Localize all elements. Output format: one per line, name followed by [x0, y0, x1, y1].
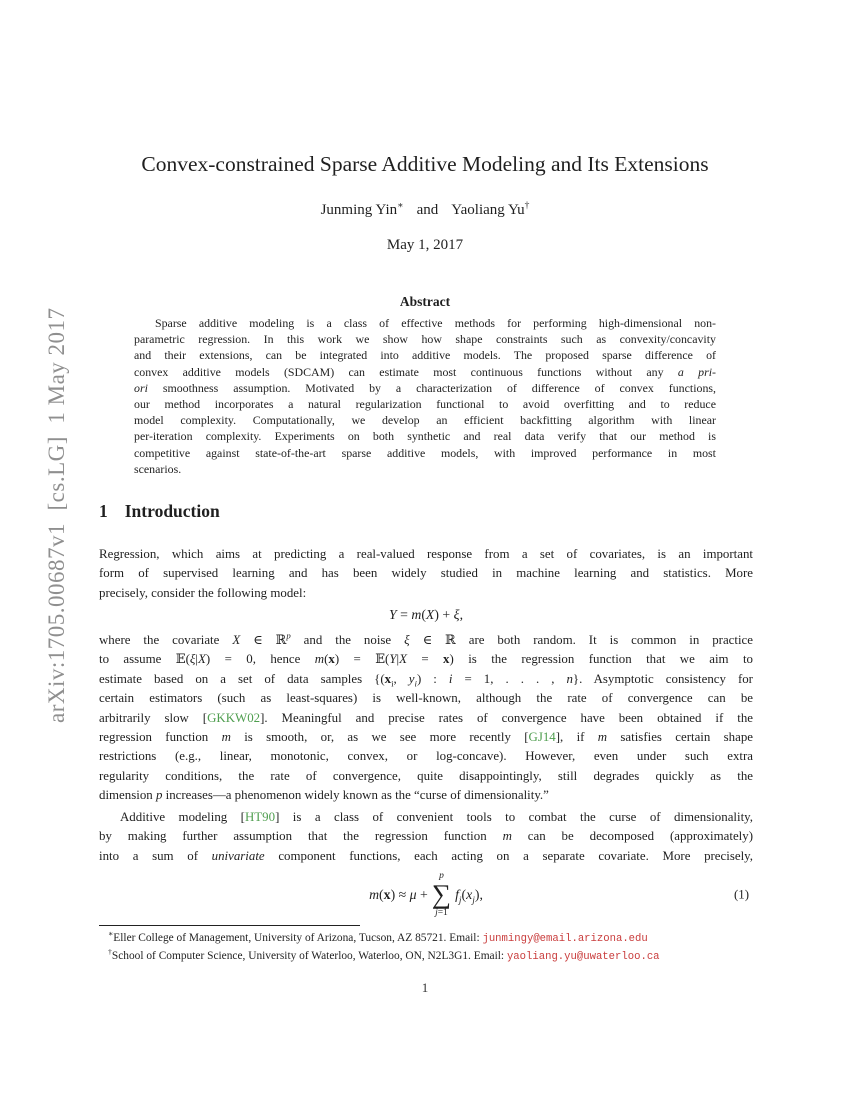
text-line — [99, 808, 753, 827]
equation-right-part — [455, 887, 483, 906]
text-segment: = — [396, 607, 412, 622]
text-segment: ξ — [189, 652, 196, 667]
text-segment: f — [455, 887, 459, 902]
text-segment: X — [232, 633, 241, 647]
text-line — [99, 728, 753, 747]
text-segment: x — [384, 671, 392, 686]
text-line — [99, 650, 753, 669]
equation-left-part — [369, 887, 428, 903]
text-segment: m — [221, 730, 231, 745]
section-number: 1 — [99, 501, 108, 521]
footnotes — [99, 930, 753, 966]
text-segment: , . . . , — [490, 671, 567, 686]
text-segment: GKKW02 — [207, 710, 261, 725]
text-segment: ) = 𝔼( — [334, 652, 390, 667]
text-segment: scenarios. — [134, 461, 182, 476]
text-segment: ∈ ℝ are both random. It is common in practice — [409, 633, 753, 647]
text-segment: ] is a class of convenient tools to combat the curse of dimensionality, — [275, 810, 753, 824]
text-line — [134, 396, 716, 412]
text-segment: ( — [461, 887, 467, 902]
display-equation-model — [99, 607, 753, 623]
sum-lower-limit — [435, 908, 448, 919]
text-segment: Y — [388, 607, 397, 622]
text-segment: into a sum of — [99, 848, 212, 863]
text-segment: to assume 𝔼( — [99, 652, 190, 667]
text-segment: y — [408, 671, 415, 686]
text-segment: X — [425, 607, 435, 622]
text-segment: x — [383, 887, 391, 902]
author-footnote-mark-2: † — [524, 201, 530, 211]
text-segment: satisfies certain shape — [607, 730, 753, 745]
text-segment: m — [314, 652, 325, 667]
text-segment: is smooth, or, as we see more recently [ — [230, 730, 529, 745]
text-segment: μ — [409, 887, 417, 902]
text-segment: x — [466, 887, 473, 902]
text-segment: † — [108, 947, 112, 956]
text-segment: , — [393, 671, 409, 686]
text-line — [99, 767, 753, 786]
text-line — [134, 445, 716, 461]
text-segment: HT90 — [244, 810, 276, 824]
text-line — [99, 584, 753, 603]
text-segment: j — [458, 895, 462, 906]
text-line — [134, 461, 716, 477]
abstract-text — [134, 315, 716, 477]
text-segment: ξ — [404, 633, 410, 647]
text-segment: and the noise — [290, 633, 405, 647]
text-line — [99, 631, 753, 650]
text-segment: ]. Meaningful and precise rates of convergence have been obtained if the — [260, 710, 753, 725]
page-number: 1 — [421, 980, 429, 995]
text-segment: per-iteration complexity. Experiments on both synthetic and real data verify that our method is — [134, 429, 716, 444]
arxiv-watermark-text: arXiv:1705.00687v1 [cs.LG] 1 May 2017 — [44, 307, 69, 724]
text-segment: n — [566, 671, 573, 686]
text-segment: restrictions (e.g., linear, monotonic, convex, or log-concave). However, even under such extra — [99, 749, 753, 764]
text-segment: }. Asymptotic consistency for — [572, 671, 753, 686]
text-segment: i — [448, 671, 453, 686]
text-segment: m — [502, 829, 512, 844]
footnote-rule — [99, 925, 360, 926]
text-segment: increases—a phenomenon widely known as the “curse of dimensionality.” — [162, 788, 549, 803]
text-segment: ∗ — [108, 929, 114, 939]
text-segment: = 1 — [452, 671, 491, 686]
paragraph-3 — [99, 808, 753, 866]
equation-number: (1) — [733, 887, 749, 902]
text-segment: model complexity. Computationally, we develop an efficient backfitting algorithm with linear — [134, 413, 716, 428]
text-segment: School of Computer Science, University of Waterloo, Waterloo, ON, N2L3G1. Email: — [111, 949, 507, 962]
text-segment: + — [416, 887, 428, 902]
text-segment: dimension — [99, 788, 156, 803]
text-segment: Sparse additive modeling is a class of effective methods for performing high-dimensional non- — [155, 316, 716, 330]
paper-date: May 1, 2017 — [386, 237, 464, 253]
text-segment: estimate based on a set of data samples {( — [99, 671, 385, 686]
text-segment: m — [597, 730, 608, 745]
text-segment: arbitrarily slow [ — [99, 710, 208, 725]
text-segment: | — [195, 652, 199, 667]
text-segment: i — [414, 678, 417, 689]
text-line — [99, 709, 753, 728]
authors-conjunction: and — [416, 202, 439, 218]
text-line — [99, 564, 753, 583]
summation-symbol — [432, 871, 451, 919]
text-segment: GJ14 — [528, 730, 556, 745]
text-segment: Y — [389, 652, 397, 667]
text-segment: ) is the regression function that we aim to — [449, 652, 753, 667]
display-equation-additive-model — [99, 868, 753, 922]
text-segment: ), — [474, 887, 483, 902]
text-line — [99, 545, 753, 564]
text-segment: ξ — [453, 607, 460, 622]
text-segment: ) : — [416, 671, 449, 686]
text-segment: ) ≈ — [390, 887, 410, 902]
text-segment: x — [328, 652, 335, 667]
text-segment: regression function — [99, 730, 222, 745]
paragraph-2 — [99, 631, 753, 806]
text-segment: ∈ ℝ — [240, 633, 287, 647]
text-segment: where the covariate — [99, 633, 233, 647]
text-line — [134, 331, 716, 347]
text-segment: can be decomposed (approximately) — [511, 829, 753, 844]
text-segment: Additive modeling [ — [120, 810, 245, 824]
text-segment: p — [155, 788, 163, 803]
arxiv-watermark — [18, 278, 69, 778]
text-segment: Regression, which aims at predicting a real-valued response from a set of covariates, is an important — [99, 547, 753, 561]
section-heading-introduction — [99, 501, 753, 522]
text-line — [99, 670, 753, 689]
text-segment: component functions, each acting on a separate covariate. More precisely, — [264, 848, 753, 863]
footnote-1 — [99, 930, 753, 948]
authors-line — [0, 202, 850, 219]
sigma-icon: ∑ — [431, 879, 452, 909]
text-line — [134, 347, 716, 363]
text-segment: and their extensions, can be integrated into additive models. The proposed sparse difference of — [134, 348, 716, 363]
text-segment: junmingy@email.arizona.edu — [482, 933, 648, 945]
text-segment: | — [396, 652, 400, 667]
text-segment: a pri- — [677, 364, 716, 379]
text-segment: , — [459, 607, 464, 622]
text-segment: precisely, consider the following model: — [99, 585, 307, 600]
text-segment: ori — [134, 380, 148, 395]
text-segment: ], if — [555, 730, 598, 745]
text-segment: competitive against state-of-the-art sparse additive models, with improved performance in most — [134, 445, 716, 460]
text-segment: m — [369, 887, 380, 902]
text-segment: univariate — [211, 848, 265, 863]
text-line — [134, 380, 716, 396]
text-segment: p — [286, 630, 291, 641]
text-segment: j — [472, 895, 475, 906]
text-line — [99, 689, 753, 708]
text-segment: ( — [421, 607, 426, 622]
text-segment: form of supervised learning and has been widely studied in machine learning and statistics. More — [99, 566, 753, 581]
text-segment: ) = 0, hence — [205, 652, 315, 667]
text-segment: i — [391, 678, 394, 689]
text-segment: =1 — [437, 908, 448, 918]
section-title: Introduction — [124, 501, 220, 521]
text-segment: m — [411, 607, 422, 622]
author-name-1: Junming Yin — [320, 202, 398, 218]
text-segment: regularity conditions, the rate of convergence, quite disappointingly, still degrades quickly as the — [99, 768, 753, 783]
text-segment: by making further assumption that the regression function — [99, 829, 503, 844]
text-segment: smoothness assumption. Motivated by a characterization of difference of convex functions, — [147, 380, 716, 395]
text-line — [99, 827, 753, 846]
text-segment: ( — [379, 887, 384, 902]
text-line — [99, 786, 753, 805]
text-segment: ( — [324, 652, 329, 667]
text-segment: our method incorporates a natural regularization functional to avoid overfitting and to reduce — [134, 397, 716, 412]
text-line — [134, 412, 716, 428]
paper-title: Convex-constrained Sparse Additive Modeling and Its Extensions — [141, 152, 709, 176]
text-segment: X — [399, 652, 407, 667]
text-segment: x — [443, 652, 450, 667]
text-segment: j — [435, 908, 438, 918]
text-segment: ) + — [434, 607, 454, 622]
text-segment: Eller College of Management, University of Arizona, Tucson, AZ 85721. Email: — [113, 932, 483, 944]
sum-upper-limit: p — [439, 871, 444, 881]
abstract-heading: Abstract — [399, 294, 451, 309]
text-line — [99, 847, 753, 866]
paragraph-1 — [99, 545, 753, 603]
author-name-2: Yaoliang Yu — [451, 202, 525, 218]
text-segment: certain estimators (such as least-squares) is well-known, although the rate of convergence can be — [99, 691, 753, 706]
text-segment: convex additive models (SDCAM) can estimate most continuous functions without any — [134, 364, 678, 379]
text-segment: yaoliang.yu@uwaterloo.ca — [506, 950, 660, 963]
text-line — [134, 315, 716, 331]
text-segment: parametric regression. In this work we show how shape constraints such as convexity/concavity — [134, 332, 716, 347]
text-line — [134, 428, 716, 444]
text-line — [134, 364, 716, 380]
text-segment: X — [198, 652, 206, 667]
text-line — [99, 747, 753, 766]
text-segment: = — [406, 652, 444, 667]
footnote-2 — [99, 948, 753, 966]
author-footnote-mark-1: ∗ — [397, 201, 404, 211]
